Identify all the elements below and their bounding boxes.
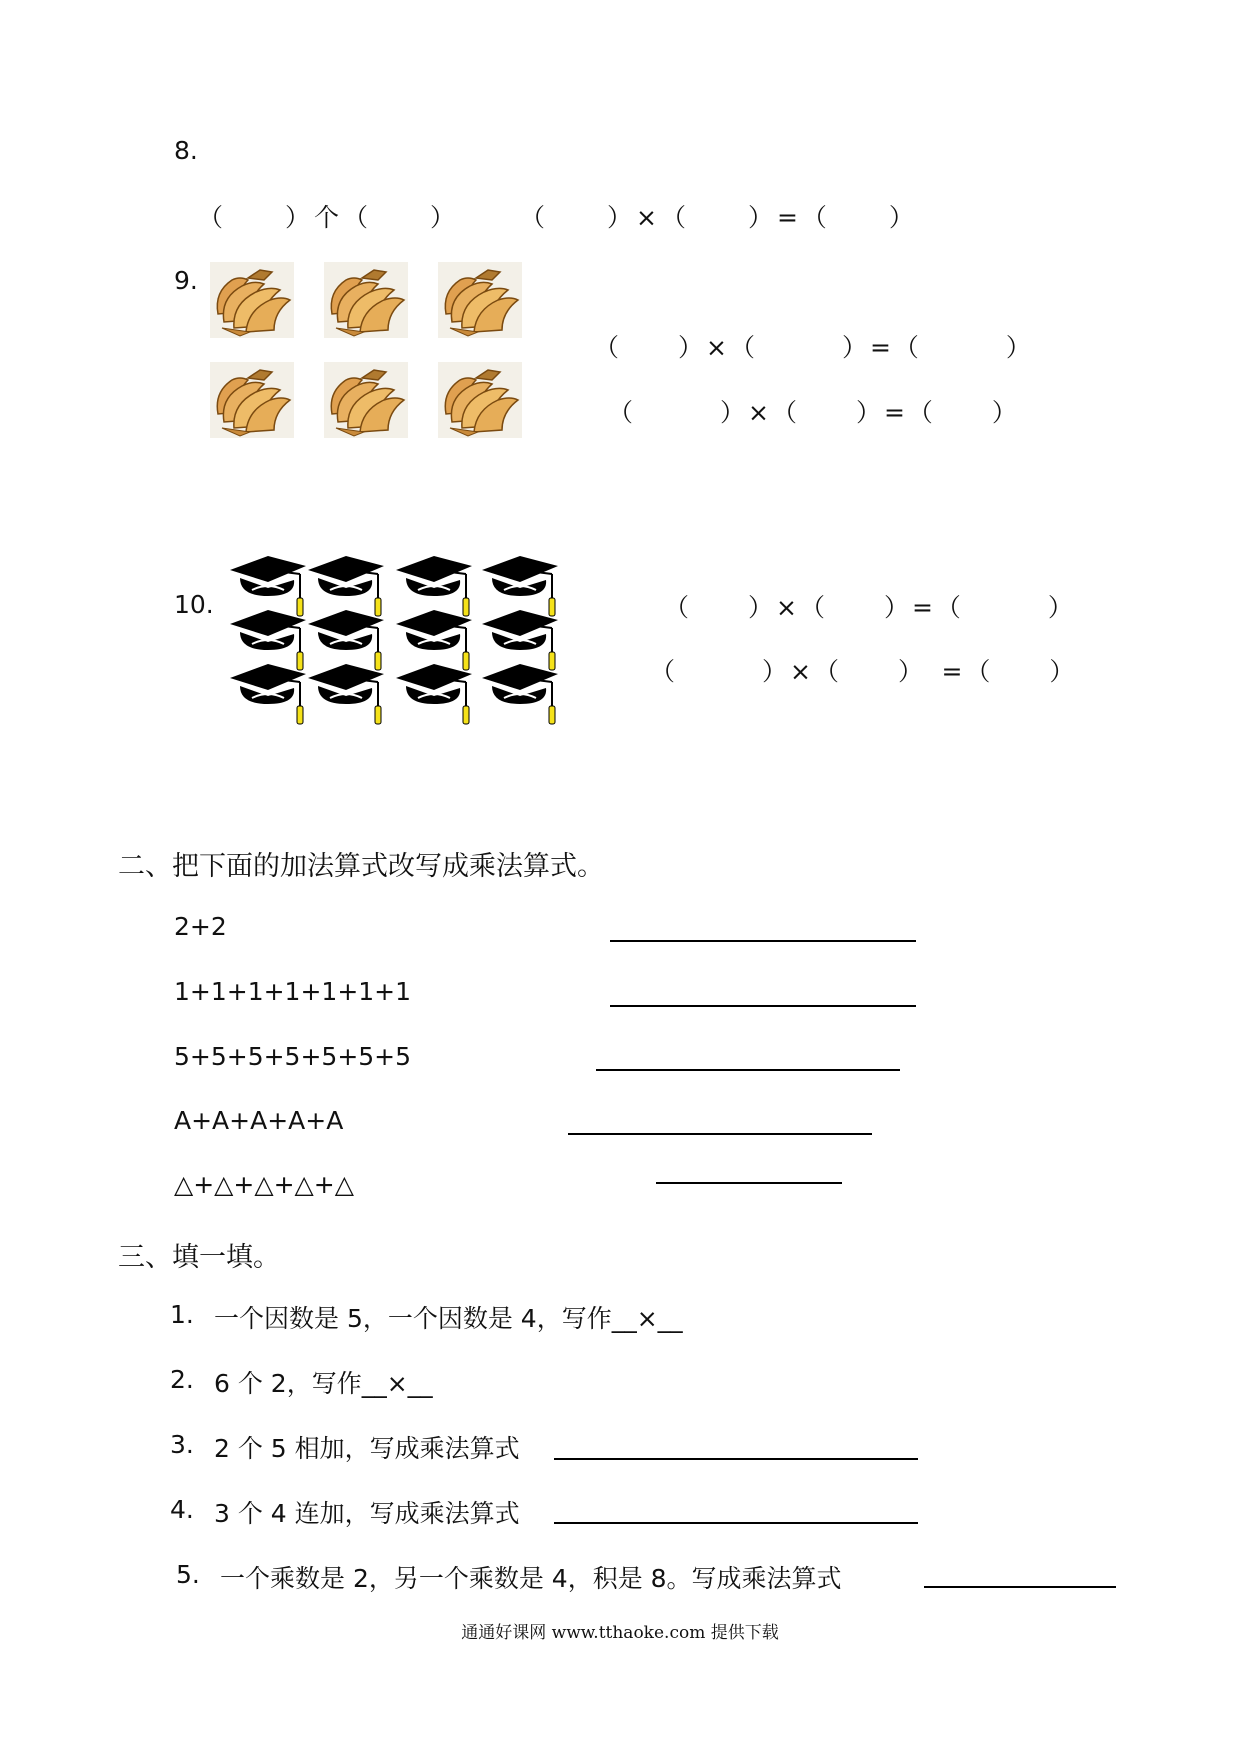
fill-item-1-number: 1. [170, 1300, 194, 1329]
banana-bunch-icon [324, 362, 408, 438]
q9-equation-1: （ ）×（ ）=（ ） [594, 333, 1034, 362]
graduation-cap-icon [396, 610, 472, 670]
graduation-cap-icon [308, 556, 384, 616]
q10-number: 10. [174, 590, 214, 619]
addition-item-3: 5+5+5+5+5+5+5 [174, 1042, 412, 1071]
graduation-cap-icon [230, 664, 306, 724]
graduation-cap-icon [308, 664, 384, 724]
answer-line-4[interactable] [568, 1133, 872, 1135]
addition-item-4: A+A+A+A+A [174, 1106, 344, 1135]
q8-count-text: （ ）个（ ） [198, 203, 460, 232]
q8-number: 8. [174, 136, 198, 165]
graduation-cap-icon [230, 610, 306, 670]
graduation-cap-icon [230, 556, 306, 616]
answer-line-5[interactable] [656, 1182, 842, 1184]
fill-item-4-text: 3 个 4 连加，写成乘法算式 [214, 1499, 520, 1528]
q8-equation: （ ）×（ ）=（ ） [520, 203, 918, 232]
graduation-cap-icon [396, 556, 472, 616]
banana-group [210, 262, 530, 444]
addition-item-1: 2+2 [174, 912, 227, 941]
section2-heading: 二、把下面的加法算式改写成乘法算式。 [118, 851, 604, 882]
graduation-cap-icon [482, 556, 558, 616]
footer-credit: 通通好课网 www.tthaoke.com 提供下载 [461, 1623, 779, 1643]
addition-item-2: 1+1+1+1+1+1+1 [174, 977, 412, 1006]
fill-item-3-number: 3. [170, 1430, 194, 1459]
q9-equation-2: （ ）×（ ）=（ ） [608, 398, 1020, 427]
answer-line-1[interactable] [610, 940, 916, 942]
fill-answer-line-3[interactable] [554, 1458, 918, 1460]
answer-line-2[interactable] [610, 1005, 916, 1007]
graduation-cap-icon [482, 610, 558, 670]
graduation-cap-icon [482, 664, 558, 724]
banana-bunch-icon [210, 362, 294, 438]
fill-item-1-text: 一个因数是 5，一个因数是 4，写作__×__ [214, 1304, 683, 1333]
fill-item-5-number: 5. [176, 1560, 200, 1589]
banana-bunch-icon [210, 262, 294, 338]
fill-item-2-number: 2. [170, 1365, 194, 1394]
fill-answer-line-5[interactable] [924, 1586, 1116, 1588]
fill-item-4-number: 4. [170, 1495, 194, 1524]
q9-number: 9. [174, 266, 198, 295]
fill-item-2-text: 6 个 2，写作__×__ [214, 1369, 433, 1398]
graduation-cap-icon [308, 610, 384, 670]
banana-bunch-icon [438, 362, 522, 438]
section3-heading: 三、填一填。 [118, 1242, 280, 1273]
graduation-cap-icon [396, 664, 472, 724]
fill-item-3-text: 2 个 5 相加，写成乘法算式 [214, 1434, 520, 1463]
cap-group [228, 552, 568, 736]
answer-line-3[interactable] [596, 1069, 900, 1071]
addition-item-5: △+△+△+△+△ [174, 1170, 354, 1199]
banana-bunch-icon [438, 262, 522, 338]
q10-equation-2: （ ）×（ ） =（ ） [650, 657, 1078, 686]
banana-bunch-icon [324, 262, 408, 338]
fill-item-5-text: 一个乘数是 2，另一个乘数是 4，积是 8。写成乘法算式 [220, 1564, 842, 1593]
fill-answer-line-4[interactable] [554, 1522, 918, 1524]
q10-equation-1: （ ）×（ ）=（ ） [664, 593, 1076, 622]
